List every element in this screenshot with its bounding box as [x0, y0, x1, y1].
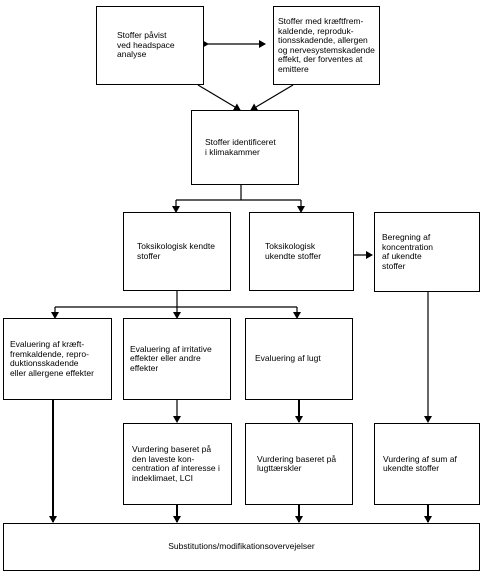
- box-eval-cancer: [3, 318, 112, 400]
- box-known-effects-label: Stoffer med kræftfrem- kaldende, reproduk- tionsskadende, allergen og nervesystemskadende effekt, der forventes at emittere: [278, 16, 375, 74]
- box-assess-lci: [123, 423, 232, 505]
- box-assess-lci-label: Vurdering baseret på den laveste kon- centration af interesse i indeklimaet, LCI: [132, 444, 220, 483]
- arrow-headspace-to-chamber: [198, 85, 240, 110]
- arrow-effects-to-chamber: [251, 85, 293, 110]
- box-climate-chamber: [191, 110, 299, 185]
- box-calc-concentration: [374, 212, 480, 292]
- box-eval-irritative: [123, 318, 231, 400]
- box-assess-sum: [374, 423, 480, 505]
- box-headspace-label: Stoffer påvist ved headspace analyse: [117, 30, 175, 60]
- box-eval-odour-label: Evaluering af lugt: [255, 353, 321, 364]
- box-assess-sum-label: Vurdering af sum af ukendte stoffer: [383, 453, 457, 473]
- box-known-effects: [273, 6, 380, 85]
- box-headspace: [96, 6, 204, 85]
- box-tox-known: [123, 212, 231, 291]
- box-climate-chamber-label: Stoffer identificeret i klimakammer: [205, 137, 276, 157]
- box-tox-unknown-label: Toksikologisk ukendte stoffer: [265, 241, 322, 261]
- box-eval-odour: [245, 318, 353, 400]
- box-substitution-label: Substitutions/modifikationsovervejelser: [168, 541, 315, 552]
- box-assess-odour-label: Vurdering baseret på lugttærskler: [257, 453, 337, 473]
- box-tox-known-label: Toksikologisk kendte stoffer: [137, 241, 215, 261]
- box-tox-unknown: [249, 212, 354, 291]
- box-eval-irritative-label: Evaluering af irritative effekter eller andre effekter: [130, 343, 212, 373]
- box-eval-cancer-label: Evaluering af kræft- fremkaldende, repro- duktionsskadende eller allergene effekter: [10, 339, 94, 378]
- box-substitution: [3, 523, 480, 571]
- box-calc-concentration-label: Beregning af koncentration af ukendte stoffer: [382, 232, 434, 271]
- box-assess-odour: [245, 423, 353, 505]
